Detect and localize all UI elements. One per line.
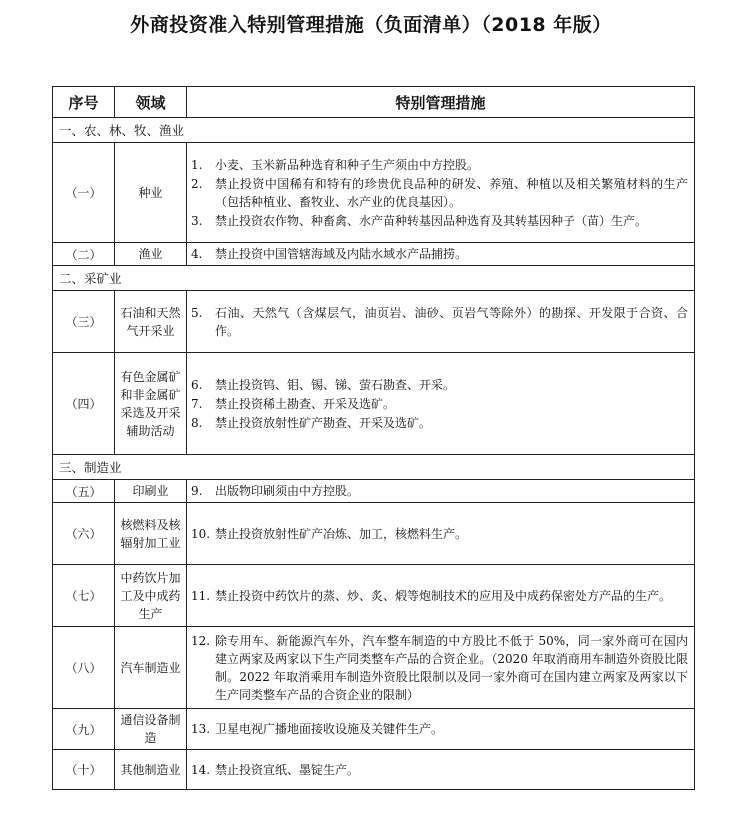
measure-text: 禁止投资宣纸、墨锭生产。 — [215, 762, 360, 777]
row-measures — [187, 503, 695, 565]
measure-text: 小麦、玉米新品种选育和种子生产须由中方控股。 — [215, 157, 480, 172]
measure-number: 4. — [191, 247, 203, 261]
header-row — [53, 87, 695, 118]
row-index: （八） — [53, 627, 115, 709]
table-row — [53, 243, 695, 266]
measure-number: 6. — [191, 377, 203, 392]
row-index: （四） — [53, 353, 115, 455]
category-row — [53, 266, 695, 291]
table-row — [53, 143, 695, 243]
table-row — [53, 291, 695, 353]
measure-number: 5. — [191, 305, 203, 320]
table-row — [53, 709, 695, 750]
measure-number: 1. — [191, 157, 203, 172]
row-field: 石油和天然气开采业 — [115, 291, 187, 353]
row-measures — [187, 353, 695, 455]
measure-text: 卫星电视广播地面接收设施及关键件生产。 — [215, 722, 444, 736]
row-field: 其他制造业 — [115, 750, 187, 790]
measure-text: 禁止投资放射性矿产勘查、开采及选矿。 — [215, 415, 432, 430]
row-index: （五） — [53, 480, 115, 503]
table-row — [53, 750, 695, 790]
row-measures — [187, 143, 695, 243]
table-row — [53, 627, 695, 709]
measure-text: 禁止投资钨、钼、锡、锑、萤石勘查、开采。 — [215, 377, 456, 392]
row-measures — [187, 627, 695, 709]
header-field: 领域 — [115, 87, 187, 118]
measure-item — [191, 587, 688, 605]
measure-number: 10. — [191, 526, 211, 541]
negative-list-table — [52, 86, 695, 790]
category-agri: 一、农、林、牧、渔业 — [53, 118, 695, 143]
measure-item — [191, 175, 688, 211]
measure-item — [191, 720, 688, 738]
category-mining: 二、采矿业 — [53, 266, 695, 291]
measure-item — [191, 395, 688, 413]
table-row — [53, 480, 695, 503]
row-measures — [187, 750, 695, 790]
category-row — [53, 118, 695, 143]
measure-text: 除专用车、新能源汽车外，汽车整车制造的中方股比不低于 50%，同一家外商可在国内建立两家及两家以下生产同类整车产品的合资企业。（2020 年取消商用车制造外资股比限制。2022 年取消乘用车制造外资股比限制以及同一家外商可在国内建立两家及两家以下生产同类整车产品的合资企业的限制） — [215, 633, 688, 702]
measure-item — [191, 156, 688, 174]
measure-number: 13. — [191, 722, 211, 736]
table-row — [53, 565, 695, 627]
row-measures — [187, 709, 695, 750]
row-field: 中药饮片加工及中成药生产 — [115, 565, 187, 627]
measure-text: 禁止投资中国稀有和特有的珍贵优良品种的研发、养殖、种植以及相关繁殖材料的生产（包括种植业、畜牧业、水产业的优良基因）。 — [215, 176, 688, 209]
category-manufacturing: 三、制造业 — [53, 455, 695, 480]
measure-item — [191, 245, 688, 263]
row-index: （九） — [53, 709, 115, 750]
row-field: 汽车制造业 — [115, 627, 187, 709]
measure-text: 石油、天然气（含煤层气，油页岩、油砂、页岩气等除外）的勘探、开发限于合资、合作。 — [215, 305, 688, 338]
row-field: 渔业 — [115, 243, 187, 266]
row-index: （三） — [53, 291, 115, 353]
measure-text: 禁止投资中国管辖海域及内陆水域水产品捕捞。 — [215, 247, 468, 261]
measure-item — [191, 376, 688, 394]
measure-number: 3. — [191, 213, 203, 228]
measure-item — [191, 414, 688, 432]
header-measures: 特别管理措施 — [187, 87, 695, 118]
category-row — [53, 455, 695, 480]
row-measures — [187, 291, 695, 353]
row-measures — [187, 243, 695, 266]
measure-text: 禁止投资稀土勘查、开采及选矿。 — [215, 396, 396, 411]
measure-number: 7. — [191, 396, 203, 411]
measure-number: 12. — [191, 633, 211, 648]
measure-number: 8. — [191, 415, 203, 430]
row-measures — [187, 480, 695, 503]
measure-item — [191, 304, 688, 340]
measure-text: 禁止投资放射性矿产冶炼、加工，核燃料生产。 — [215, 526, 468, 541]
row-field: 有色金属矿和非金属矿采选及开采辅助活动 — [115, 353, 187, 455]
measure-item — [191, 482, 688, 500]
measure-number: 9. — [191, 484, 203, 498]
measure-item — [191, 525, 688, 543]
table-row — [53, 353, 695, 455]
measure-number: 14. — [191, 762, 211, 777]
header-seq: 序号 — [53, 87, 115, 118]
measure-number: 2. — [191, 176, 203, 191]
row-index: （一） — [53, 143, 115, 243]
row-field: 通信设备制造 — [115, 709, 187, 750]
measure-text: 出版物印刷须由中方控股。 — [215, 484, 360, 498]
row-measures — [187, 565, 695, 627]
row-field: 印刷业 — [115, 480, 187, 503]
measure-item — [191, 632, 688, 704]
measure-item — [191, 212, 688, 230]
row-field: 种业 — [115, 143, 187, 243]
row-index: （二） — [53, 243, 115, 266]
row-index: （十） — [53, 750, 115, 790]
row-field: 核燃料及核辐射加工业 — [115, 503, 187, 565]
measure-text: 禁止投资农作物、种畜禽、水产苗种转基因品种选育及其转基因种子（苗）生产。 — [215, 213, 648, 228]
row-index: （七） — [53, 565, 115, 627]
measure-number: 11. — [191, 588, 211, 603]
table-row — [53, 503, 695, 565]
measure-text: 禁止投资中药饮片的蒸、炒、炙、煅等炮制技术的应用及中成药保密处方产品的生产。 — [215, 588, 672, 603]
measure-item — [191, 761, 688, 779]
page-title: 外商投资准入特别管理措施（负面清单）（2018 年版） — [130, 14, 612, 36]
row-index: （六） — [53, 503, 115, 565]
